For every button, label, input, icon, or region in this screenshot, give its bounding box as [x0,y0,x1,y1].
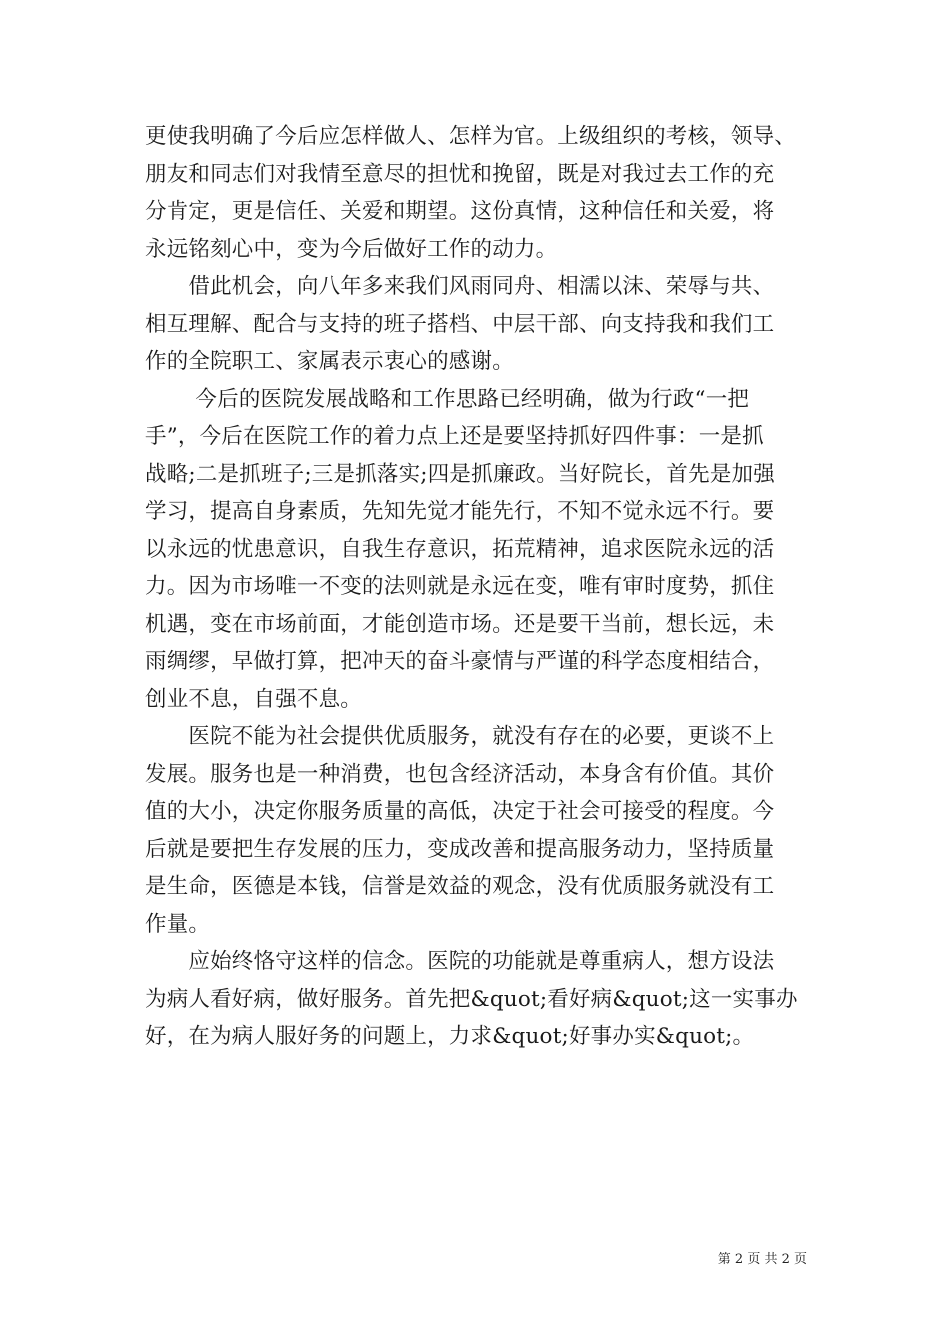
body-text [145,118,810,1056]
text-line: 是生命，医德是本钱，信誉是效益的观念，没有优质服务就没有工 [145,874,775,899]
text-line: 朋友和同志们对我情至意尽的担忧和挽留，既是对我过去工作的充 [145,161,775,187]
text-line: 借此机会，向八年多来我们风雨同舟、相濡以沫、荣辱与共、 [145,274,775,299]
text-line: 作量。 [145,911,211,937]
text-line: 为病人看好病，做好服务。首先把&quot;看好病&quot;这一实事办 [145,986,798,1012]
text-line: 力。因为市场唯一不变的法则就是永远在变，唯有审时度势，抓住 [145,574,775,599]
text-line: 好，在为病人服好务的问题上，力求&quot;好事办实&quot;。 [145,1024,755,1049]
text-line: 更使我明确了今后应怎样做人、怎样为官。上级组织的考核，领导、 [145,124,797,149]
text-line: 值的大小，决定你服务质量的高低，决定于社会可接受的程度。今 [145,799,775,824]
text-line: 发展。服务也是一种消费，也包含经济活动，本身含有价值。其价 [145,761,775,787]
page-number-footer: 第 2 页 共 2 页 [717,1252,807,1267]
text-line: 分肯定，更是信任、关爱和期望。这份真情，这种信任和关爱，将 [145,199,775,224]
text-line: 后就是要把生存发展的压力，变成改善和提高服务动力，坚持质量 [145,836,775,862]
text-line: 雨绸缪，早做打算，把冲天的奋斗豪情与严谨的科学态度相结合， [145,649,775,674]
text-line: 手”，今后在医院工作的着力点上还是要坚持抓好四件事：一是抓 [145,424,764,449]
text-line: 机遇，变在市场前面，才能创造市场。还是要干当前，想长远，未 [145,611,775,637]
text-line: 以永远的忧患意识，自我生存意识，拓荒精神，追求医院永远的活 [145,536,775,562]
text-line: 应始终恪守这样的信念。医院的功能就是尊重病人，想方设法 [145,949,775,974]
text-line: 医院不能为社会提供优质服务，就没有存在的必要，更谈不上 [145,724,775,749]
text-line: 今后的医院发展战略和工作思路已经明确，做为行政“一把 [145,386,750,412]
text-line: 作的全院职工、家属表示衷心的感谢。 [145,349,514,374]
text-line: 学习，提高自身素质，先知先觉才能先行，不知不觉永远不行。要 [145,499,775,524]
text-line: 永远铭刻心中，变为今后做好工作的动力。 [145,236,558,262]
text-line: 战略;二是抓班子;三是抓落实;四是抓廉政。当好院长，首先是加强 [145,461,775,487]
text-line: 相互理解、配合与支持的班子搭档、中层干部、向支持我和我们工 [145,311,775,337]
text-line: 创业不息，自强不息。 [145,686,363,712]
